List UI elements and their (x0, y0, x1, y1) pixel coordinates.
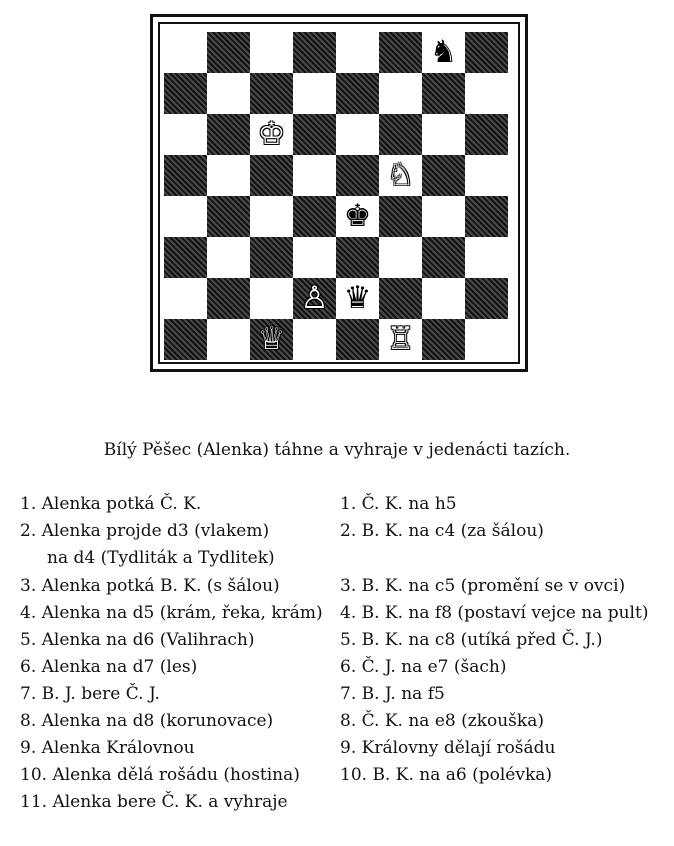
board-square (293, 278, 336, 319)
board-square (250, 73, 293, 114)
board-square (465, 114, 508, 155)
white-move: 2. Alenka projde d3 (vlakem) (20, 521, 270, 541)
board-square (422, 196, 465, 237)
board-square (336, 114, 379, 155)
white-move: 5. Alenka na d6 (Valihrach) (20, 630, 255, 650)
board-square (336, 319, 379, 360)
board-square (250, 32, 293, 73)
board-square (207, 319, 250, 360)
board-square (293, 114, 336, 155)
board-square (465, 73, 508, 114)
black-move: 2. B. K. na c4 (za šálou) (340, 521, 544, 541)
board-square (379, 319, 422, 360)
board-square (293, 196, 336, 237)
board-square (465, 237, 508, 278)
board-square (422, 237, 465, 278)
board-square (293, 237, 336, 278)
board-square (164, 196, 207, 237)
board-square (422, 32, 465, 73)
black-move: 7. B. J. na f5 (340, 684, 445, 704)
white-move: 7. B. J. bere Č. J. (20, 684, 160, 704)
board-square (164, 319, 207, 360)
board-square (379, 114, 422, 155)
board-square (250, 278, 293, 319)
board-square (379, 32, 422, 73)
black-move: 9. Královny dělají rošádu (340, 738, 556, 758)
board-square (422, 155, 465, 196)
black-king-icon: ♚ (343, 198, 372, 234)
black-move: 5. B. K. na c8 (utíká před Č. J.) (340, 630, 603, 650)
board-square (465, 196, 508, 237)
board-square (293, 73, 336, 114)
black-move: 6. Č. J. na e7 (šach) (340, 657, 507, 677)
board-square (164, 73, 207, 114)
board-square (164, 155, 207, 196)
board-square (293, 155, 336, 196)
board-square (379, 155, 422, 196)
board-square (293, 319, 336, 360)
board-square (207, 278, 250, 319)
board-square (164, 32, 207, 73)
white-move: 6. Alenka na d7 (les) (20, 657, 198, 677)
board-square (379, 237, 422, 278)
board-square (207, 237, 250, 278)
board-square (379, 73, 422, 114)
puzzle-caption: Bílý Pěšec (Alenka) táhne a vyhraje v jedenácti tazích. (103, 440, 571, 460)
black-move: 3. B. K. na c5 (promění se v ovci) (340, 576, 626, 596)
white-queen-icon: ♕ (257, 321, 286, 357)
board-square (336, 73, 379, 114)
chessboard (164, 32, 508, 360)
board-square (422, 73, 465, 114)
board-square (164, 114, 207, 155)
black-move: 8. Č. K. na e8 (zkouška) (340, 711, 544, 731)
white-pawn-icon: ♙ (300, 280, 329, 316)
board-square (336, 278, 379, 319)
white-move: 9. Alenka Královnou (20, 738, 195, 758)
board-square (465, 32, 508, 73)
board-square (336, 237, 379, 278)
board-square (250, 196, 293, 237)
white-knight-icon: ♘ (386, 157, 415, 193)
white-king-icon: ♔ (257, 116, 286, 152)
white-move: 4. Alenka na d5 (krám, řeka, krám) (20, 603, 323, 623)
board-square (293, 32, 336, 73)
black-queen-icon: ♛ (343, 280, 372, 316)
board-square (164, 237, 207, 278)
board-square (422, 114, 465, 155)
board-square (207, 114, 250, 155)
board-square (207, 155, 250, 196)
black-knight-icon: ♞ (429, 34, 458, 70)
board-square (207, 73, 250, 114)
board-square (465, 155, 508, 196)
board-square (250, 114, 293, 155)
white-move: 11. Alenka bere Č. K. a vyhraje (20, 792, 288, 812)
board-square (336, 155, 379, 196)
board-square (422, 278, 465, 319)
board-square (379, 196, 422, 237)
white-move: 1. Alenka potká Č. K. (20, 494, 202, 514)
board-square (250, 237, 293, 278)
board-square (250, 155, 293, 196)
white-rook-icon: ♖ (386, 321, 415, 357)
board-square (250, 319, 293, 360)
board-square (336, 196, 379, 237)
white-move: 3. Alenka potká B. K. (s šálou) (20, 576, 280, 596)
board-square (465, 319, 508, 360)
board-square (336, 32, 379, 73)
board-square (379, 278, 422, 319)
black-move: 4. B. K. na f8 (postaví vejce na pult) (340, 603, 649, 623)
board-square (164, 278, 207, 319)
white-move: 10. Alenka dělá rošádu (hostina) (20, 765, 300, 785)
board-square (207, 196, 250, 237)
black-move: 10. B. K. na a6 (polévka) (340, 765, 553, 785)
board-square (465, 278, 508, 319)
black-move: 1. Č. K. na h5 (340, 494, 457, 514)
white-move: 8. Alenka na d8 (korunovace) (20, 711, 274, 731)
board-square (422, 319, 465, 360)
board-square (207, 32, 250, 73)
white-move-continuation: na d4 (Tydliták a Tydlitek) (47, 548, 275, 568)
